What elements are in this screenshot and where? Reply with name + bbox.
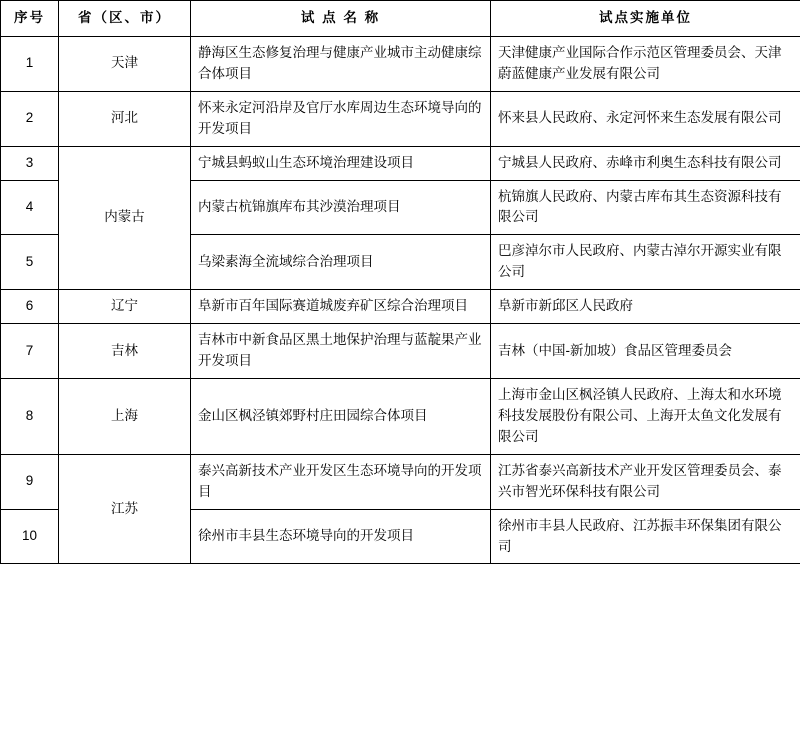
- column-header-no: 序号: [1, 1, 59, 37]
- cell-no: 4: [1, 180, 59, 235]
- column-header-province: 省（区、市）: [59, 1, 191, 37]
- table-header-row: [1, 1, 800, 37]
- cell-project-name: 金山区枫泾镇郊野村庄田园综合体项目: [191, 378, 491, 454]
- cell-implementing-unit: 天津健康产业国际合作示范区管理委员会、天津蔚蓝健康产业发展有限公司: [491, 36, 800, 91]
- column-header-unit: 试点实施单位: [491, 1, 800, 37]
- cell-province: 上海: [59, 378, 191, 454]
- cell-project-name: 阜新市百年国际赛道城废弃矿区综合治理项目: [191, 290, 491, 324]
- column-header-name: 试 点 名 称: [191, 1, 491, 37]
- cell-no: 10: [1, 509, 59, 564]
- cell-implementing-unit: 吉林（中国-新加坡）食品区管理委员会: [491, 324, 800, 379]
- table-row: [1, 324, 800, 379]
- table-row: [1, 146, 800, 180]
- cell-project-name: 静海区生态修复治理与健康产业城市主动健康综合体项目: [191, 36, 491, 91]
- cell-project-name: 吉林市中新食品区黑土地保护治理与蓝靛果产业开发项目: [191, 324, 491, 379]
- cell-no: 9: [1, 454, 59, 509]
- cell-no: 7: [1, 324, 59, 379]
- cell-project-name: 泰兴高新技术产业开发区生态环境导向的开发项目: [191, 454, 491, 509]
- cell-project-name: 乌梁素海全流域综合治理项目: [191, 235, 491, 290]
- cell-no: 5: [1, 235, 59, 290]
- cell-implementing-unit: 江苏省泰兴高新技术产业开发区管理委员会、泰兴市智光环保科技有限公司: [491, 454, 800, 509]
- table-row: [1, 36, 800, 91]
- cell-no: 2: [1, 91, 59, 146]
- cell-province: 辽宁: [59, 290, 191, 324]
- table-row: [1, 91, 800, 146]
- cell-implementing-unit: 上海市金山区枫泾镇人民政府、上海太和水环境科技发展股份有限公司、上海开太鱼文化发展有限公司: [491, 378, 800, 454]
- cell-province: 江苏: [59, 454, 191, 564]
- cell-project-name: 宁城县蚂蚁山生态环境治理建设项目: [191, 146, 491, 180]
- cell-province: 吉林: [59, 324, 191, 379]
- cell-implementing-unit: 怀来县人民政府、永定河怀来生态发展有限公司: [491, 91, 800, 146]
- table-body: [1, 36, 800, 564]
- table-row: [1, 454, 800, 509]
- cell-implementing-unit: 阜新市新邱区人民政府: [491, 290, 800, 324]
- cell-implementing-unit: 杭锦旗人民政府、内蒙古库布其生态资源科技有限公司: [491, 180, 800, 235]
- cell-no: 8: [1, 378, 59, 454]
- cell-province: 内蒙古: [59, 146, 191, 290]
- table-row: [1, 290, 800, 324]
- cell-project-name: 内蒙古杭锦旗库布其沙漠治理项目: [191, 180, 491, 235]
- cell-project-name: 徐州市丰县生态环境导向的开发项目: [191, 509, 491, 564]
- table-row: [1, 378, 800, 454]
- cell-implementing-unit: 徐州市丰县人民政府、江苏振丰环保集团有限公司: [491, 509, 800, 564]
- cell-province: 河北: [59, 91, 191, 146]
- cell-implementing-unit: 巴彦淖尔市人民政府、内蒙古淖尔开源实业有限公司: [491, 235, 800, 290]
- cell-no: 6: [1, 290, 59, 324]
- cell-no: 1: [1, 36, 59, 91]
- cell-province: 天津: [59, 36, 191, 91]
- cell-no: 3: [1, 146, 59, 180]
- cell-implementing-unit: 宁城县人民政府、赤峰市利奥生态科技有限公司: [491, 146, 800, 180]
- table-header: [1, 1, 800, 37]
- cell-project-name: 怀来永定河沿岸及官厅水库周边生态环境导向的开发项目: [191, 91, 491, 146]
